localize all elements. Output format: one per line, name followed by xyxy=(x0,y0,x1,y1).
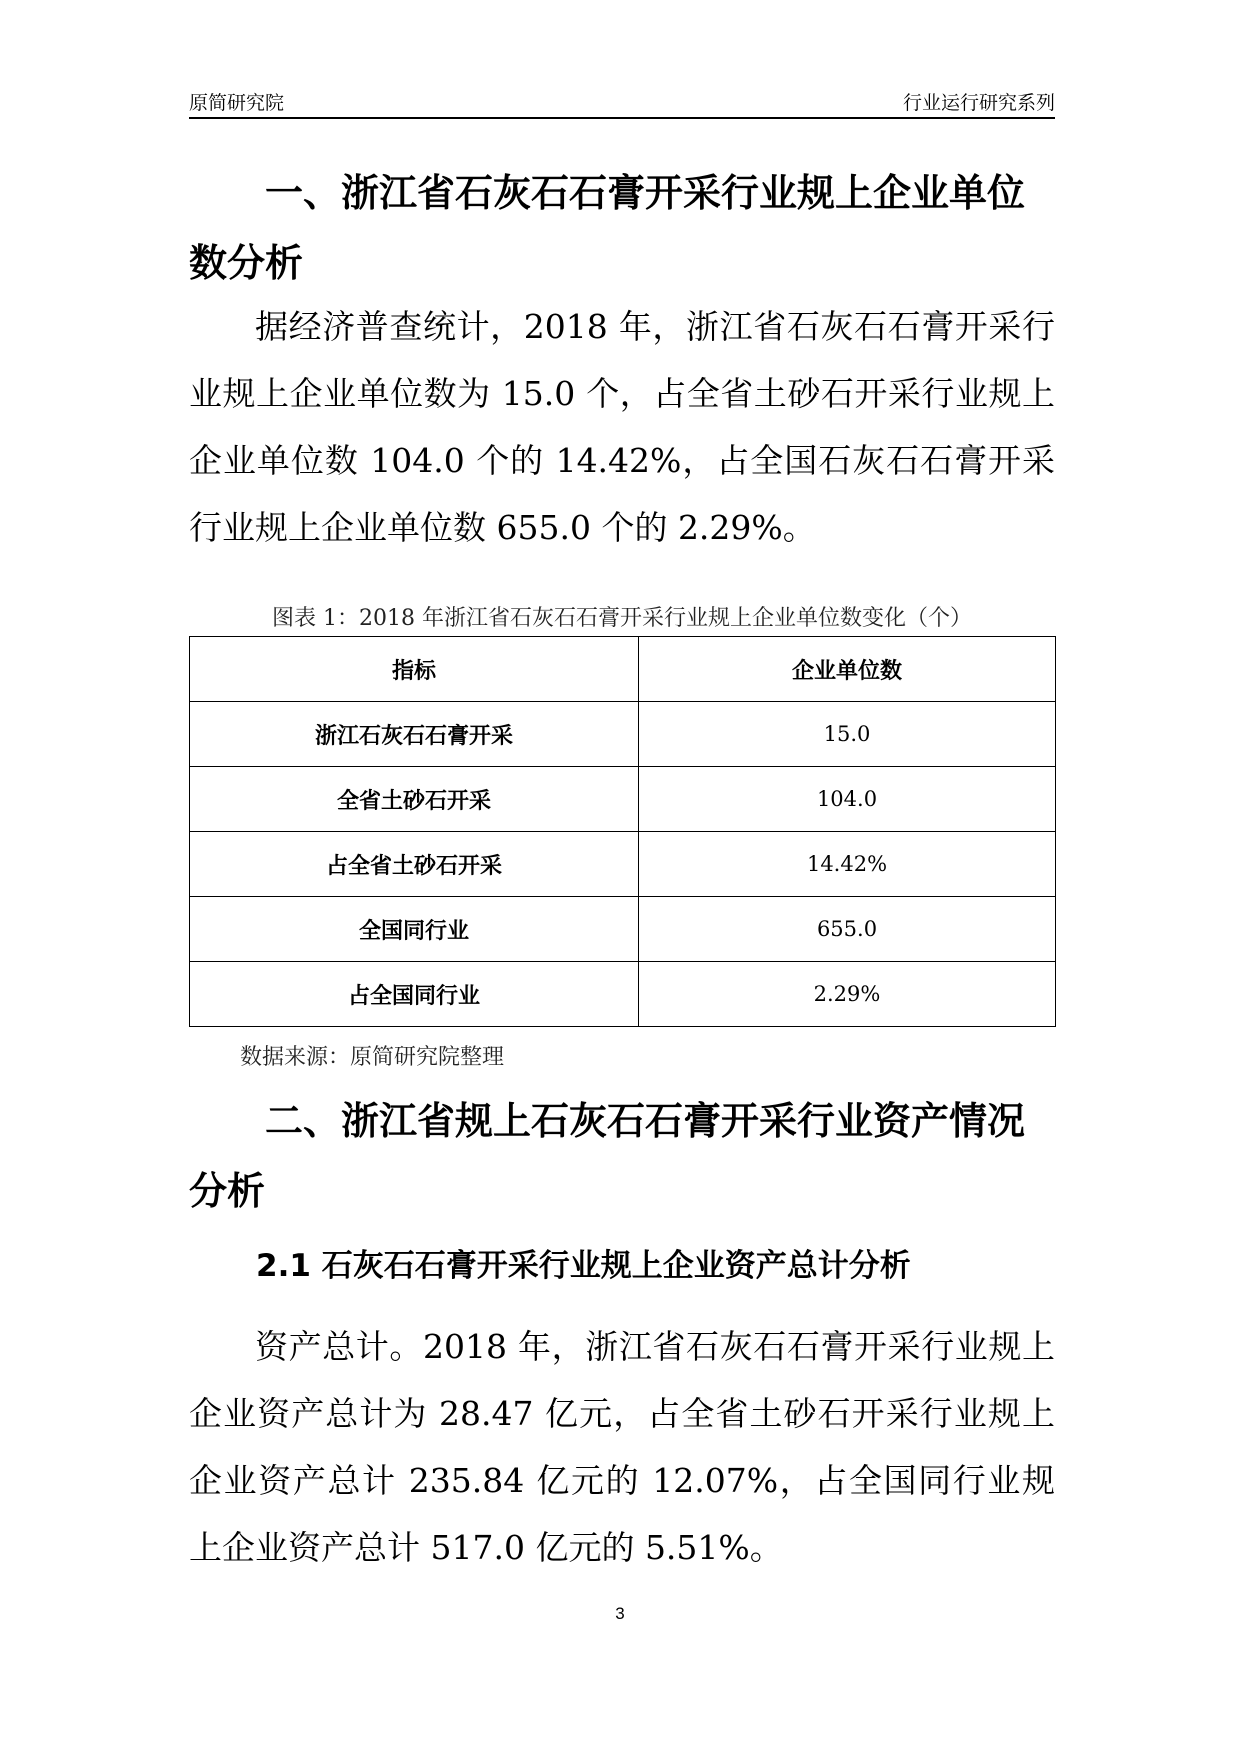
page-number: 3 xyxy=(615,1604,625,1623)
table-row xyxy=(190,767,1056,832)
section2-paragraph: 资产总计。2018 年，浙江省石灰石石膏开采行业规上企业资产总计为 28.47 亿元，占全省土砂石开采行业规上企业资产总计 235.84 亿元的 12.07%，占全国同行业规上企业资产总计 517.0 亿元的 5.51%。 xyxy=(189,1327,1055,1567)
data-source-note: 数据来源：原简研究院整理 xyxy=(240,1045,505,1070)
row-label: 全国同行业 xyxy=(190,897,639,962)
table-row xyxy=(190,702,1056,767)
row-label: 全省土砂石开采 xyxy=(190,767,639,832)
row-value: 655.0 xyxy=(639,897,1056,962)
section1-paragraph: 据经济普查统计，2018 年，浙江省石灰石石膏开采行业规上企业单位数为 15.0 个，占全省土砂石开采行业规上企业单位数 104.0 个的 14.42%，占全国石灰石石膏开采行业规上企业单位数 655.0 个的 2.29%。 xyxy=(189,307,1055,547)
table-header-row xyxy=(190,637,1056,702)
section2-1-subheading: 2.1 石灰石石膏开采行业规上企业资产总计分析 xyxy=(256,1248,911,1284)
row-value: 104.0 xyxy=(639,767,1056,832)
row-label: 占全国同行业 xyxy=(190,962,639,1027)
row-label: 浙江石灰石石膏开采 xyxy=(190,702,639,767)
table-row xyxy=(190,962,1056,1027)
header-organization: 原简研究院 xyxy=(189,92,285,114)
table-header-count: 企业单位数 xyxy=(639,637,1056,702)
table-caption: 图表 1：2018 年浙江省石灰石石膏开采行业规上企业单位数变化（个） xyxy=(272,606,972,631)
row-label: 占全省土砂石开采 xyxy=(190,832,639,897)
section2-heading: 二、浙江省规上石灰石石膏开采行业资产情况分析 xyxy=(189,1099,1026,1213)
enterprise-count-table xyxy=(189,636,1056,1027)
table-header-indicator: 指标 xyxy=(190,637,639,702)
row-value: 14.42% xyxy=(639,832,1056,897)
table-row xyxy=(190,897,1056,962)
header-series-title: 行业运行研究系列 xyxy=(902,92,1055,114)
table-row xyxy=(190,832,1056,897)
row-value: 15.0 xyxy=(639,702,1056,767)
header-divider xyxy=(189,117,1055,119)
row-value: 2.29% xyxy=(639,962,1056,1027)
section1-heading: 一、浙江省石灰石石膏开采行业规上企业单位数分析 xyxy=(189,171,1026,285)
